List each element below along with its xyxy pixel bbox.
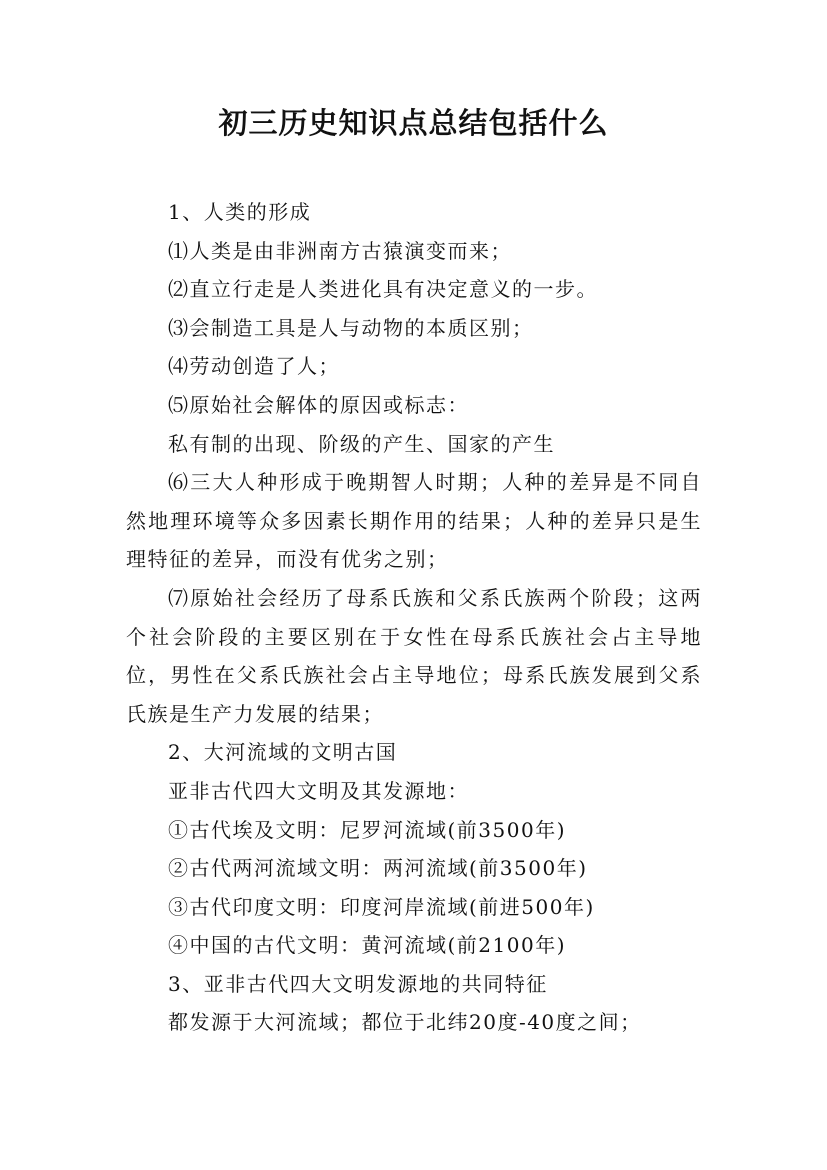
paragraph: ⑷劳动创造了人；: [168, 354, 340, 379]
document-title: 初三历史知识点总结包括什么: [218, 106, 609, 140]
paragraph: ⑵直立行走是人类进化具有决定意义的一步。: [168, 277, 598, 302]
paragraph: 私有制的出现、阶级的产生、国家的产生: [168, 431, 555, 456]
paragraph: ⑴人类是由非洲南方古猿演变而来；: [168, 238, 512, 263]
paragraph: ⑸原始社会解体的原因或标志：: [168, 392, 469, 417]
paragraph: 都发源于大河流域；都位于北纬20度-40度之间；: [168, 1010, 642, 1035]
paragraph-heading-2: 2、大河流域的文明古国: [168, 740, 398, 765]
list-item: ②古代两河流域文明：两河流域(前3500年): [168, 856, 588, 881]
paragraph: ⑹三大人种形成于晚期智人时期；人种的差异是不同自然地理环境等众多因素长期作用的结果；人种的差异只是生理特征的差异，而没有优劣之别；: [126, 470, 702, 572]
paragraph: ⑶会制造工具是人与动物的本质区别；: [168, 315, 534, 340]
list-item: ①古代埃及文明：尼罗河流域(前3500年): [168, 817, 567, 842]
list-item: ③古代印度文明：印度河岸流域(前进500年): [168, 894, 595, 919]
paragraph-heading-3: 3、亚非古代四大文明发源地的共同特征: [168, 971, 548, 996]
paragraph: 亚非古代四大文明及其发源地：: [168, 778, 469, 803]
paragraph-heading-1: 1、人类的形成: [168, 200, 312, 224]
list-item: ④中国的古代文明：黄河流域(前2100年): [168, 933, 567, 958]
document-body: [126, 193, 702, 1042]
paragraph: ⑺原始社会经历了母系氏族和父系氏族两个阶段；这两个社会阶段的主要区别在于女性在母系氏族社会占主导地位，男性在父系氏族社会占主导地位；母系氏族发展到父系氏族是生产力发展的结果；: [126, 585, 702, 726]
